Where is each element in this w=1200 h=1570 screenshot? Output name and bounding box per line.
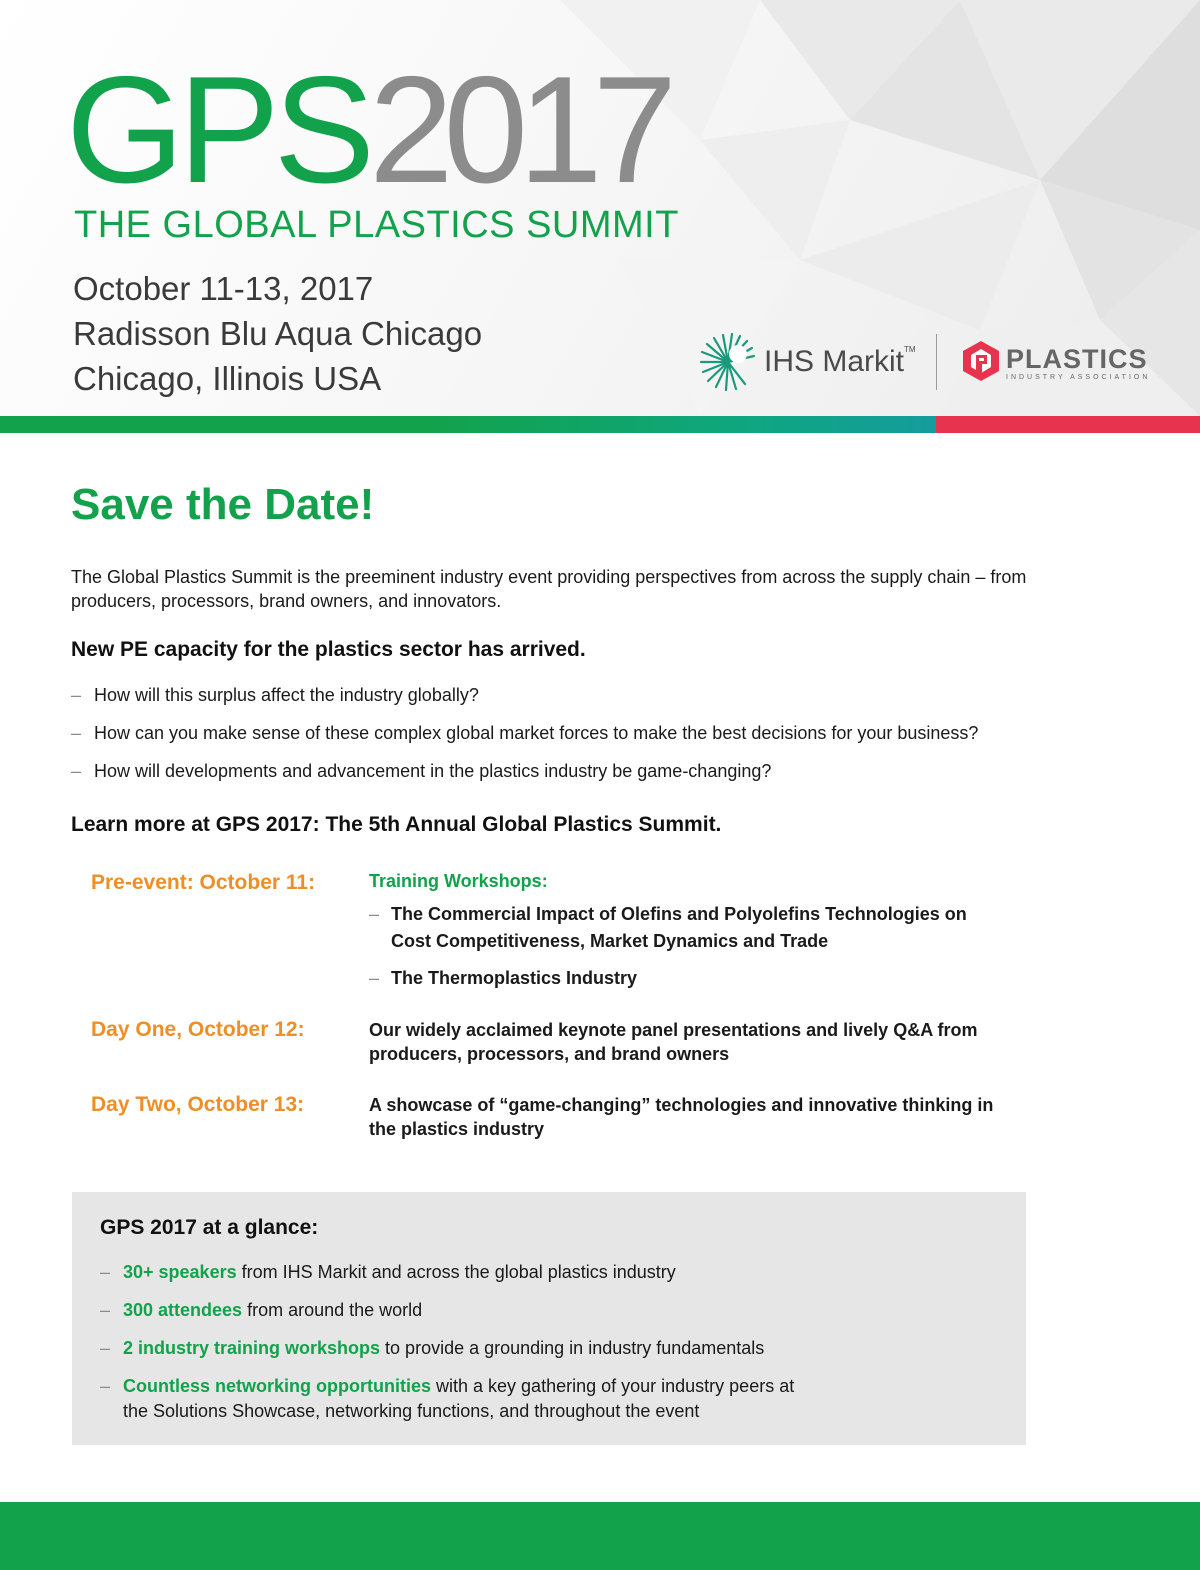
at-a-glance-list (100, 1260, 990, 1437)
glance-highlight: Countless networking opportunities (123, 1376, 432, 1396)
question-text: How will developments and advancement in the plastics industry be game-changing? (94, 761, 772, 781)
event-city: Chicago, Illinois USA (73, 360, 382, 397)
glance-highlight: 2 industry training workshops (123, 1338, 381, 1358)
day-one-label: Day One, October 12: (91, 1018, 305, 1041)
dash-bullet: – (71, 761, 82, 781)
at-a-glance-title: GPS 2017 at a glance: (100, 1216, 319, 1239)
dash-bullet: – (369, 904, 380, 924)
plastics-logo-subtext: INDUSTRY ASSOCIATION (1006, 374, 1151, 381)
ihs-markit-logo-text (764, 345, 916, 379)
day-two-label: Day Two, October 13: (91, 1093, 305, 1116)
plastics-logo-text: PLASTICS (1006, 344, 1148, 374)
day-one-description: Our widely acclaimed keynote panel presentations and lively Q&A from producers, processors, and brand owners (369, 1020, 978, 1064)
summit-title: THE GLOBAL PLASTICS SUMMIT (74, 204, 679, 246)
list-item (100, 1336, 990, 1361)
workshop-title: The Thermoplastics Industry (391, 968, 638, 988)
list-item (100, 1374, 823, 1424)
question-list (71, 683, 1071, 797)
question-text: How will this surplus affect the industry globally? (94, 685, 479, 705)
event-venue: Radisson Blu Aqua Chicago (73, 315, 483, 352)
glance-text: to provide a grounding in industry fundamentals (380, 1338, 765, 1358)
save-the-date-heading: Save the Date! (71, 480, 375, 529)
intro-paragraph: The Global Plastics Summit is the preeminent industry event providing perspectives from across the supply chain – from producers, processors, brand owners, and innovators. (71, 567, 1027, 611)
color-band-green-segment (0, 416, 936, 433)
glance-text: from IHS Markit and across the global plastics industry (236, 1262, 676, 1282)
question-text: How can you make sense of these complex global market forces to make the best decisions for your business? (94, 723, 979, 743)
ihs-markit-name: IHS Markit (764, 345, 905, 378)
pre-event-label: Pre-event: October 11: (91, 871, 316, 894)
dash-bullet: – (100, 1376, 111, 1396)
dash-bullet: – (100, 1338, 111, 1358)
day-two-description: A showcase of “game-changing” technologies and innovative thinking in the plastics industry (369, 1095, 994, 1139)
header-color-band (0, 416, 1200, 433)
list-item (100, 1260, 990, 1285)
wordmark-gps: GPS (66, 45, 369, 215)
event-dates: October 11-13, 2017 (73, 270, 374, 307)
ihs-markit-swirl-icon (698, 332, 758, 392)
list-item (71, 721, 1071, 759)
ihs-markit-trademark: TM (904, 345, 916, 354)
color-band-red-segment (936, 416, 1200, 433)
header-banner (0, 0, 1200, 416)
gps-2017-wordmark (66, 45, 668, 215)
training-workshops-label: Training Workshops: (369, 871, 548, 891)
learn-more-heading: Learn more at GPS 2017: The 5th Annual Global Plastics Summit. (71, 813, 722, 836)
dash-bullet: – (100, 1300, 111, 1320)
pe-capacity-heading: New PE capacity for the plastics sector has arrived. (71, 638, 586, 661)
workshop-title: The Commercial Impact of Olefins and Polyolefins Technologies on Cost Competitiveness, Market Dynamics and Trade (391, 904, 967, 951)
workshop-item (369, 901, 989, 955)
at-a-glance-box (72, 1192, 1026, 1445)
list-item (100, 1298, 990, 1323)
event-info (73, 266, 482, 401)
ihs-markit-logo (698, 330, 916, 394)
list-item (71, 759, 1071, 797)
dash-bullet: – (369, 968, 380, 988)
glance-text: with a key gathering of your industry peers at the Solutions Showcase, networking functions, and throughout the event (123, 1376, 795, 1421)
workshop-item (369, 965, 989, 992)
wordmark-year: 2017 (369, 45, 668, 215)
dash-bullet: – (100, 1262, 111, 1282)
glance-text: from around the world (242, 1300, 423, 1320)
glance-highlight: 30+ speakers (123, 1262, 237, 1282)
dash-bullet: – (71, 723, 82, 743)
list-item (71, 683, 1071, 721)
logo-divider (936, 334, 937, 390)
dash-bullet: – (71, 685, 82, 705)
glance-highlight: 300 attendees (123, 1300, 243, 1320)
plastics-hexagon-icon (962, 340, 1000, 382)
footer-band (0, 1502, 1200, 1570)
